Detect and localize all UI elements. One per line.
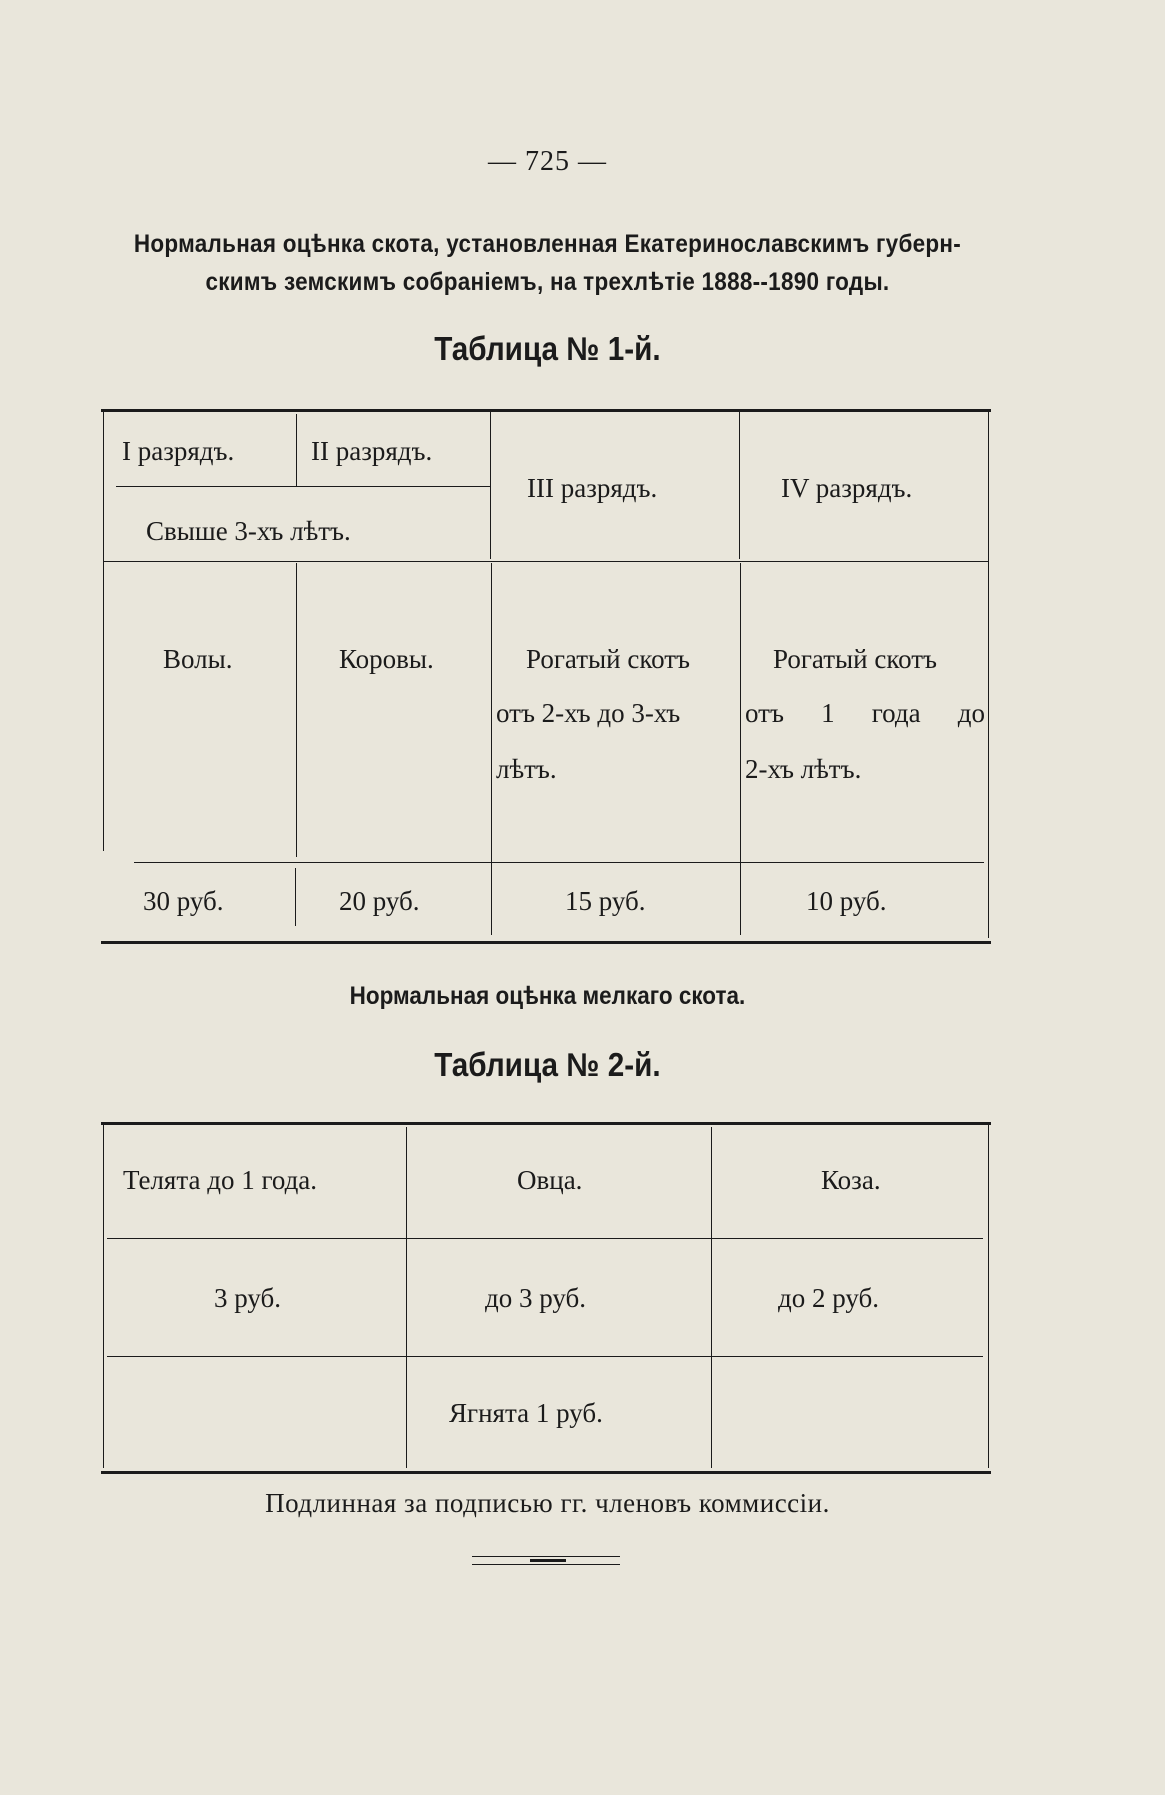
table-1-header-rule bbox=[103, 561, 988, 562]
table-1-right-border bbox=[988, 411, 989, 938]
table-2-col-divider-2 bbox=[711, 1127, 712, 1468]
table-1-price-cows: 20 руб. bbox=[339, 886, 420, 916]
table-1-col-divider-2-top bbox=[490, 412, 491, 559]
table-1-cell-cattle-2-3-line2: отъ 2-хъ до 3-хъ bbox=[496, 698, 681, 728]
table-1-col-divider-3-top bbox=[739, 412, 740, 559]
small-livestock-heading: Нормальная оцѣнка мелкаго скота. bbox=[349, 982, 746, 1010]
table-1-header-class-1: I разрядъ. bbox=[122, 436, 235, 466]
table-2-header-goat: Коза. bbox=[821, 1165, 881, 1195]
table-2-title: Таблица № 2-й. bbox=[434, 1046, 661, 1083]
table-1-cell-cattle-2-3-line3: лѣтъ. bbox=[496, 754, 557, 784]
closing-rule-top bbox=[472, 1556, 620, 1557]
table-2-price-goat: до 2 руб. bbox=[778, 1283, 880, 1313]
heading-line-1: Нормальная оцѣнка скота, установленная Екатеринославскимъ губерн- bbox=[133, 230, 962, 258]
table-1-col-divider-1 bbox=[296, 563, 297, 857]
table-1-title: Таблица № 1-й. bbox=[434, 330, 661, 367]
table-1-price-oxen: 30 руб. bbox=[143, 886, 224, 916]
table-1-subheader-rule bbox=[116, 486, 490, 487]
table-2-header-rule bbox=[107, 1238, 983, 1239]
table-2-price-sheep: до 3 руб. bbox=[485, 1283, 587, 1313]
table-1-header-class-3: III разрядъ. bbox=[527, 473, 658, 503]
table-1-cell-cattle-1-2-line1: Рогатый скотъ bbox=[773, 644, 937, 674]
table-2-right-border bbox=[988, 1125, 989, 1468]
table-1-header-class-2: II разрядъ. bbox=[311, 436, 433, 466]
table-2-left-border bbox=[103, 1125, 104, 1468]
table-1-cell-cattle-2-3-line1: Рогатый скотъ bbox=[526, 644, 690, 674]
table-1-header-class-4: IV разрядъ. bbox=[781, 473, 913, 503]
closing-rule-bottom bbox=[472, 1564, 620, 1565]
table-2-price-lambs: Ягнята 1 руб. bbox=[449, 1398, 603, 1428]
page-number: — 725 — bbox=[488, 146, 607, 177]
table-2-header-sheep: Овца. bbox=[517, 1165, 583, 1195]
heading-line-2: скимъ земскимъ собраніемъ, на трехлѣтіе 1888--1890 годы. bbox=[205, 268, 890, 296]
table-2-price-calves: 3 руб. bbox=[214, 1283, 282, 1313]
table-1-subheader-age: Свыше 3-хъ лѣтъ. bbox=[146, 516, 351, 546]
table-1-cell-oxen: Волы. bbox=[163, 644, 233, 674]
table-2-col-divider-1 bbox=[406, 1127, 407, 1468]
table-1-cell-cattle-1-2-line3: 2-хъ лѣтъ. bbox=[745, 754, 862, 784]
table-1-cell-cattle-1-2-line2: отъ 1 года до bbox=[745, 698, 985, 728]
table-1-left-border bbox=[103, 411, 104, 851]
closing-rule-middle bbox=[530, 1559, 566, 1562]
table-1-col-divider-3 bbox=[740, 563, 741, 935]
table-1-col-divider-1-top bbox=[296, 414, 297, 486]
table-1-row-rule bbox=[134, 862, 984, 863]
table-2-row-rule bbox=[107, 1356, 983, 1357]
table-1-price-cattle-2-3: 15 руб. bbox=[565, 886, 646, 916]
table-2-header-calves: Телята до 1 года. bbox=[123, 1165, 318, 1195]
signature-note: Подлинная за подписью гг. членовъ коммиссіи. bbox=[265, 1488, 830, 1518]
table-1-price-cattle-1-2: 10 руб. bbox=[806, 886, 887, 916]
table-1-col-divider-2 bbox=[491, 563, 492, 935]
table-1-col-divider-1-bottom bbox=[295, 868, 296, 926]
table-1-cell-cows: Коровы. bbox=[339, 644, 434, 674]
